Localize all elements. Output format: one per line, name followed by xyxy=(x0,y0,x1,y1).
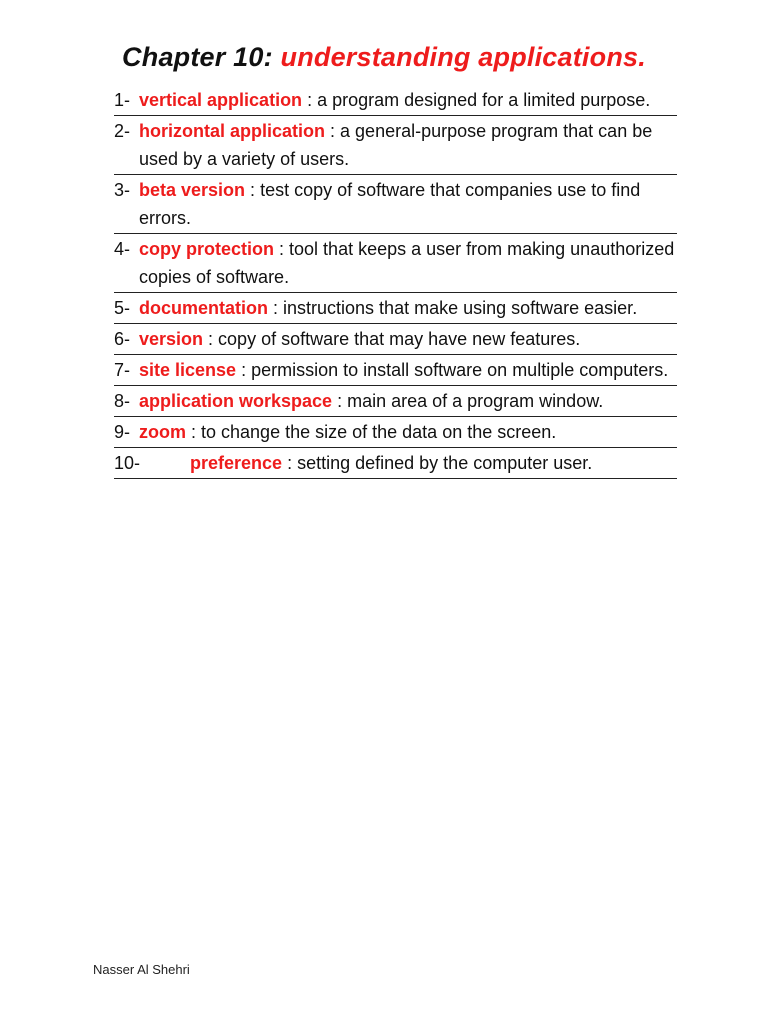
term-separator: : xyxy=(332,391,348,411)
term-word: copy protection xyxy=(139,239,275,259)
item-number: 3- xyxy=(114,180,131,200)
item-number: 6- xyxy=(114,329,131,349)
item-number: 9- xyxy=(114,422,131,442)
term-separator: : xyxy=(302,90,318,110)
item-number: 2- xyxy=(114,121,131,141)
term-separator: : xyxy=(236,360,252,380)
item-body xyxy=(190,449,677,477)
item-number: 5- xyxy=(114,298,131,318)
list-item xyxy=(114,386,677,417)
item-number: 8- xyxy=(114,391,131,411)
item-number: 7- xyxy=(114,360,131,380)
term-separator: : xyxy=(186,422,202,442)
term-definition: test copy of software that companies use to find errors. xyxy=(139,180,641,228)
term-word: application workspace xyxy=(139,391,333,411)
item-body xyxy=(139,325,677,353)
list-item xyxy=(114,234,677,293)
term-separator: : xyxy=(245,180,261,200)
chapter-label: Chapter 10: xyxy=(122,42,273,72)
chapter-topic: understanding applications. xyxy=(280,42,646,72)
list-item xyxy=(114,417,677,448)
item-body xyxy=(139,86,677,114)
term-definition: a general-purpose program that can be used by a variety of users. xyxy=(139,121,653,169)
list-item xyxy=(114,175,677,234)
term-separator: : xyxy=(203,329,219,349)
item-body xyxy=(139,356,677,384)
item-body xyxy=(139,387,677,415)
list-item xyxy=(114,448,677,479)
term-word: preference xyxy=(190,453,283,473)
term-separator: : xyxy=(268,298,284,318)
term-definition: setting defined by the computer user. xyxy=(297,453,593,473)
item-body xyxy=(139,117,677,173)
page-title xyxy=(0,42,768,73)
term-definition: tool that keeps a user from making unauthorized copies of software. xyxy=(139,239,675,287)
term-separator: : xyxy=(274,239,290,259)
item-body xyxy=(139,294,677,322)
term-word: vertical application xyxy=(139,90,303,110)
list-item xyxy=(114,293,677,324)
term-word: beta version xyxy=(139,180,246,200)
list-item xyxy=(114,85,677,116)
term-definition: to change the size of the data on the screen. xyxy=(201,422,557,442)
item-body xyxy=(139,418,677,446)
item-body xyxy=(139,176,677,232)
item-number: 10- xyxy=(114,453,141,473)
term-list xyxy=(114,85,677,479)
list-item xyxy=(114,324,677,355)
term-separator: : xyxy=(282,453,298,473)
term-separator: : xyxy=(325,121,341,141)
list-item xyxy=(114,116,677,175)
term-definition: instructions that make using software easier. xyxy=(283,298,638,318)
item-body xyxy=(139,235,677,291)
term-word: documentation xyxy=(139,298,268,318)
term-word: horizontal application xyxy=(139,121,326,141)
term-definition: copy of software that may have new features. xyxy=(218,329,581,349)
item-number: 4- xyxy=(114,239,131,259)
term-definition: a program designed for a limited purpose. xyxy=(317,90,651,110)
term-definition: main area of a program window. xyxy=(347,391,604,411)
footer-author: Nasser Al Shehri xyxy=(93,962,190,977)
item-number: 1- xyxy=(114,90,131,110)
term-word: site license xyxy=(139,360,237,380)
list-item xyxy=(114,355,677,386)
term-word: zoom xyxy=(139,422,186,442)
term-word: version xyxy=(139,329,204,349)
term-definition: permission to install software on multiple computers. xyxy=(251,360,669,380)
